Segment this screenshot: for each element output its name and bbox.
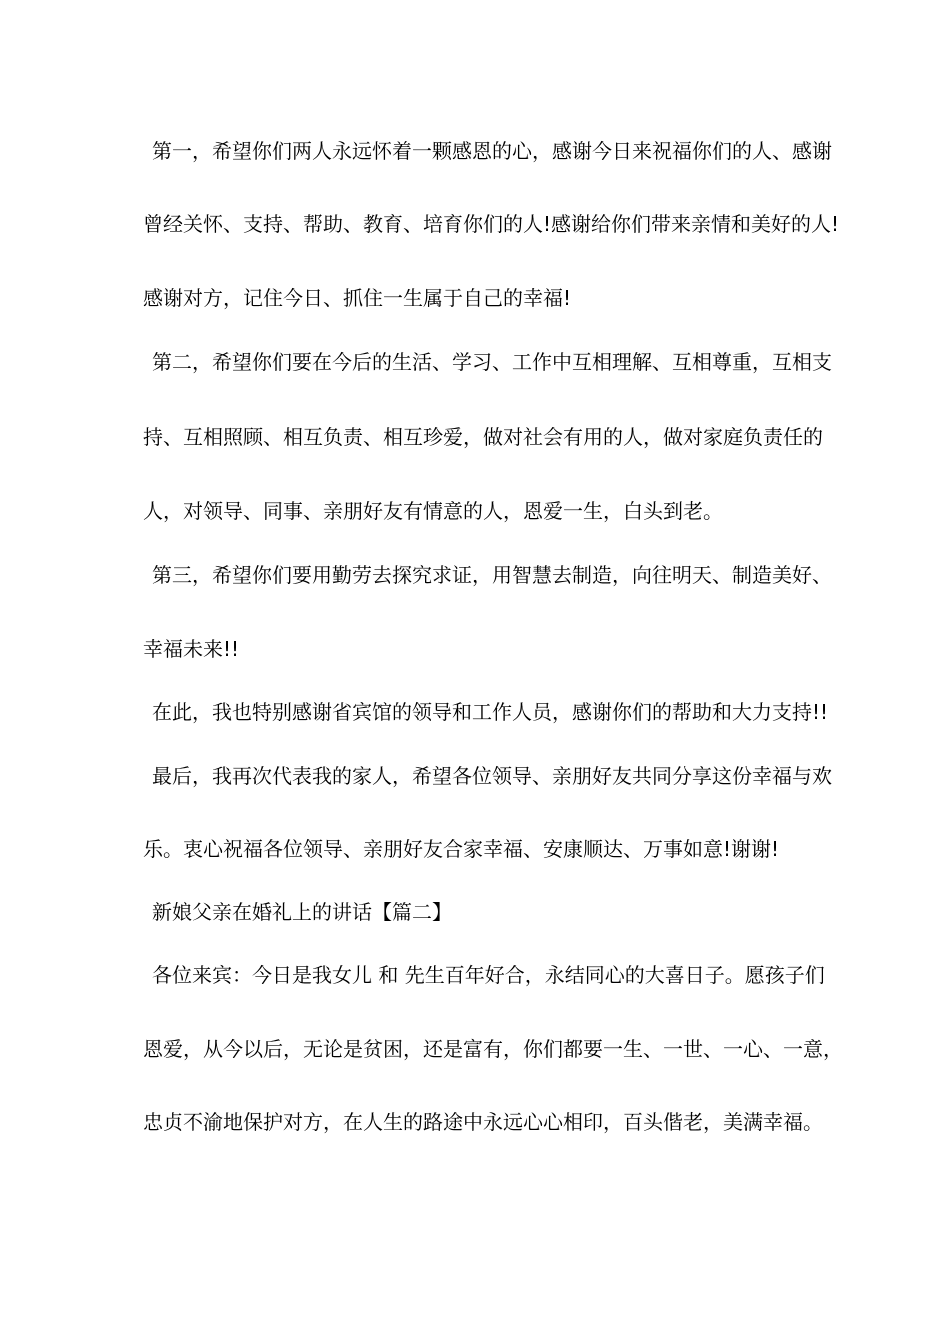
paragraph-1-line-3: 感谢对方，记住今日、抓住一生属于自己的幸福! (143, 286, 572, 310)
paragraph-3-line-1: 第三，希望你们要用勤劳去探究求证，用智慧去制造，向往明天、制造美好、 (152, 563, 832, 587)
paragraph-5-line-2: 乐。衷心祝福各位领导、亲朋好友合家幸福、安康顺达、万事如意!谢谢! (143, 837, 780, 861)
paragraph-3-line-2: 幸福未来!! (143, 637, 240, 661)
paragraph-6-line-1: 各位来宾：今日是我女儿 和 先生百年好合，永结同心的大喜日子。愿孩子们 (152, 963, 825, 987)
section-heading: 新娘父亲在婚礼上的讲话【篇二】 (152, 900, 452, 924)
paragraph-4-line-1: 在此，我也特别感谢省宾馆的领导和工作人员，感谢你们的帮助和大力支持!! (152, 700, 829, 724)
paragraph-6-line-3: 忠贞不渝地保护对方，在人生的路途中永远心心相印，百头偕老，美满幸福。 (143, 1110, 823, 1134)
paragraph-2-line-1: 第二，希望你们要在今后的生活、学习、工作中互相理解、互相尊重，互相支 (152, 350, 832, 374)
paragraph-5-line-1: 最后，我再次代表我的家人，希望各位领导、亲朋好友共同分享这份幸福与欢 (152, 764, 832, 788)
paragraph-2-line-3: 人，对领导、同事、亲朋好友有情意的人，恩爱一生，白头到老。 (143, 499, 723, 523)
paragraph-2-line-2: 持、互相照顾、相互负责、相互珍爱，做对社会有用的人，做对家庭负责任的 (143, 425, 823, 449)
paragraph-1-line-2: 曾经关怀、支持、帮助、教育、培育你们的人!感谢给你们带来亲情和美好的人! (143, 212, 840, 236)
paragraph-6-line-2: 恩爱，从今以后，无论是贫困，还是富有，你们都要一生、一世、一心、一意， (143, 1037, 843, 1061)
paragraph-1-line-1: 第一，希望你们两人永远怀着一颗感恩的心，感谢今日来祝福你们的人、感谢 (152, 139, 832, 163)
